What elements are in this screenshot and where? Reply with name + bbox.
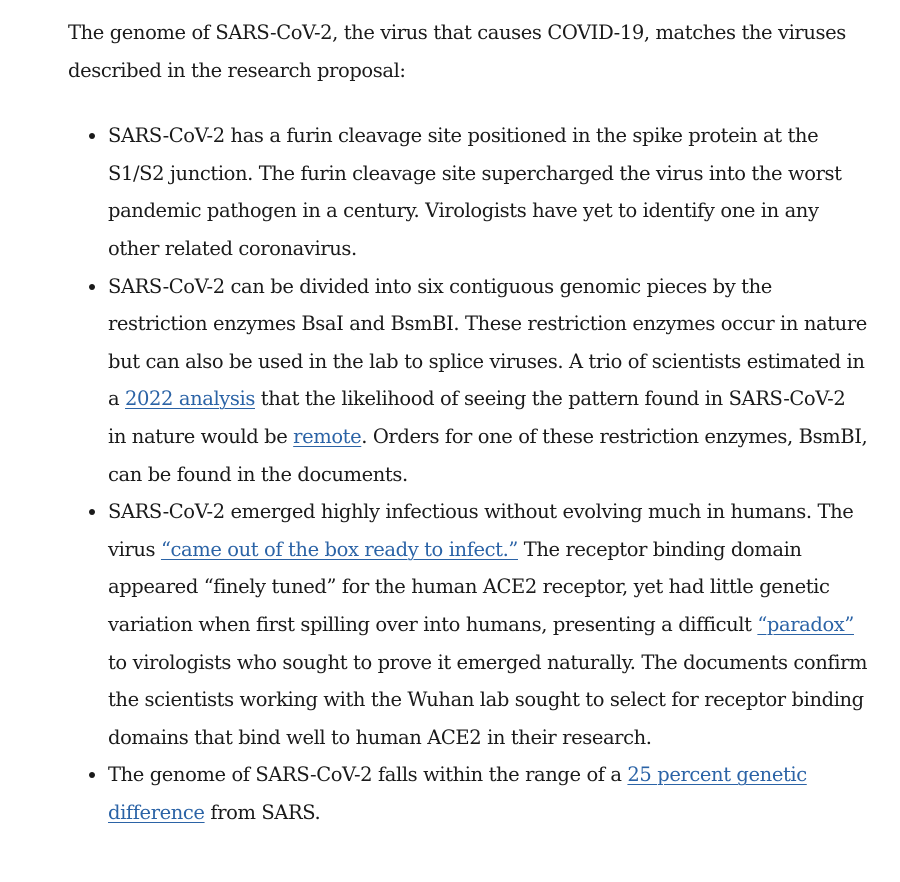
link-2022-analysis[interactable]: 2022 analysis	[125, 387, 255, 411]
link-ready-to-infect[interactable]: “came out of the box ready to infect.”	[160, 537, 518, 561]
bullet-item-furin	[108, 117, 868, 267]
bullet-text: to virologists who sought to prove it emerged naturally. The documents confirm the scientists working with the Wuhan lab sought to select for receptor binding domains that bind well to human ACE2 in their research.	[108, 650, 868, 749]
bullet-list	[68, 117, 868, 831]
link-paradox[interactable]: “paradox”	[757, 612, 854, 636]
intro-paragraph: The genome of SARS-CoV-2, the virus that causes COVID-19, matches the viruses described in the research proposal:	[68, 21, 846, 82]
bullet-text: . Orders for one of these restriction enzymes, BsmBI, can be found in the documents.	[108, 424, 868, 486]
bullet-item-genetic-difference	[108, 756, 868, 831]
bullet-text: SARS-CoV-2 can be divided into six contiguous genomic pieces by the restriction enzymes BsaI and BsmBI. These restriction enzymes occur in nature but can also be used in the lab to splice viruses. A trio of scientists estimated in a	[108, 274, 867, 411]
bullet-text: SARS-CoV-2 has a furin cleavage site positioned in the spike protein at the S1/S2 junction. The furin cleavage site supercharged the virus into the worst pandemic pathogen in a century. Virologists have yet to identify one in any other related coronavirus.	[108, 124, 842, 260]
bullet-text: that the likelihood of seeing the pattern found in SARS-CoV-2 in nature would be	[108, 387, 846, 448]
bullet-text: The genome of SARS-CoV-2 falls within the range of a	[108, 763, 628, 787]
bullet-item-restriction-enzymes	[108, 268, 868, 494]
link-remote[interactable]: remote	[293, 424, 362, 448]
bullet-text: SARS-CoV-2 emerged highly infectious without evolving much in humans. The virus	[108, 500, 854, 561]
link-genetic-difference[interactable]: 25 percent genetic difference	[108, 763, 807, 824]
bullet-text: from SARS.	[204, 800, 321, 824]
bullet-item-infectious	[108, 493, 868, 756]
article-body	[68, 14, 868, 831]
bullet-text: The receptor binding domain appeared “finely tuned” for the human ACE2 receptor, yet had little genetic variation when first spilling over into humans, presenting a difficult	[108, 537, 830, 636]
